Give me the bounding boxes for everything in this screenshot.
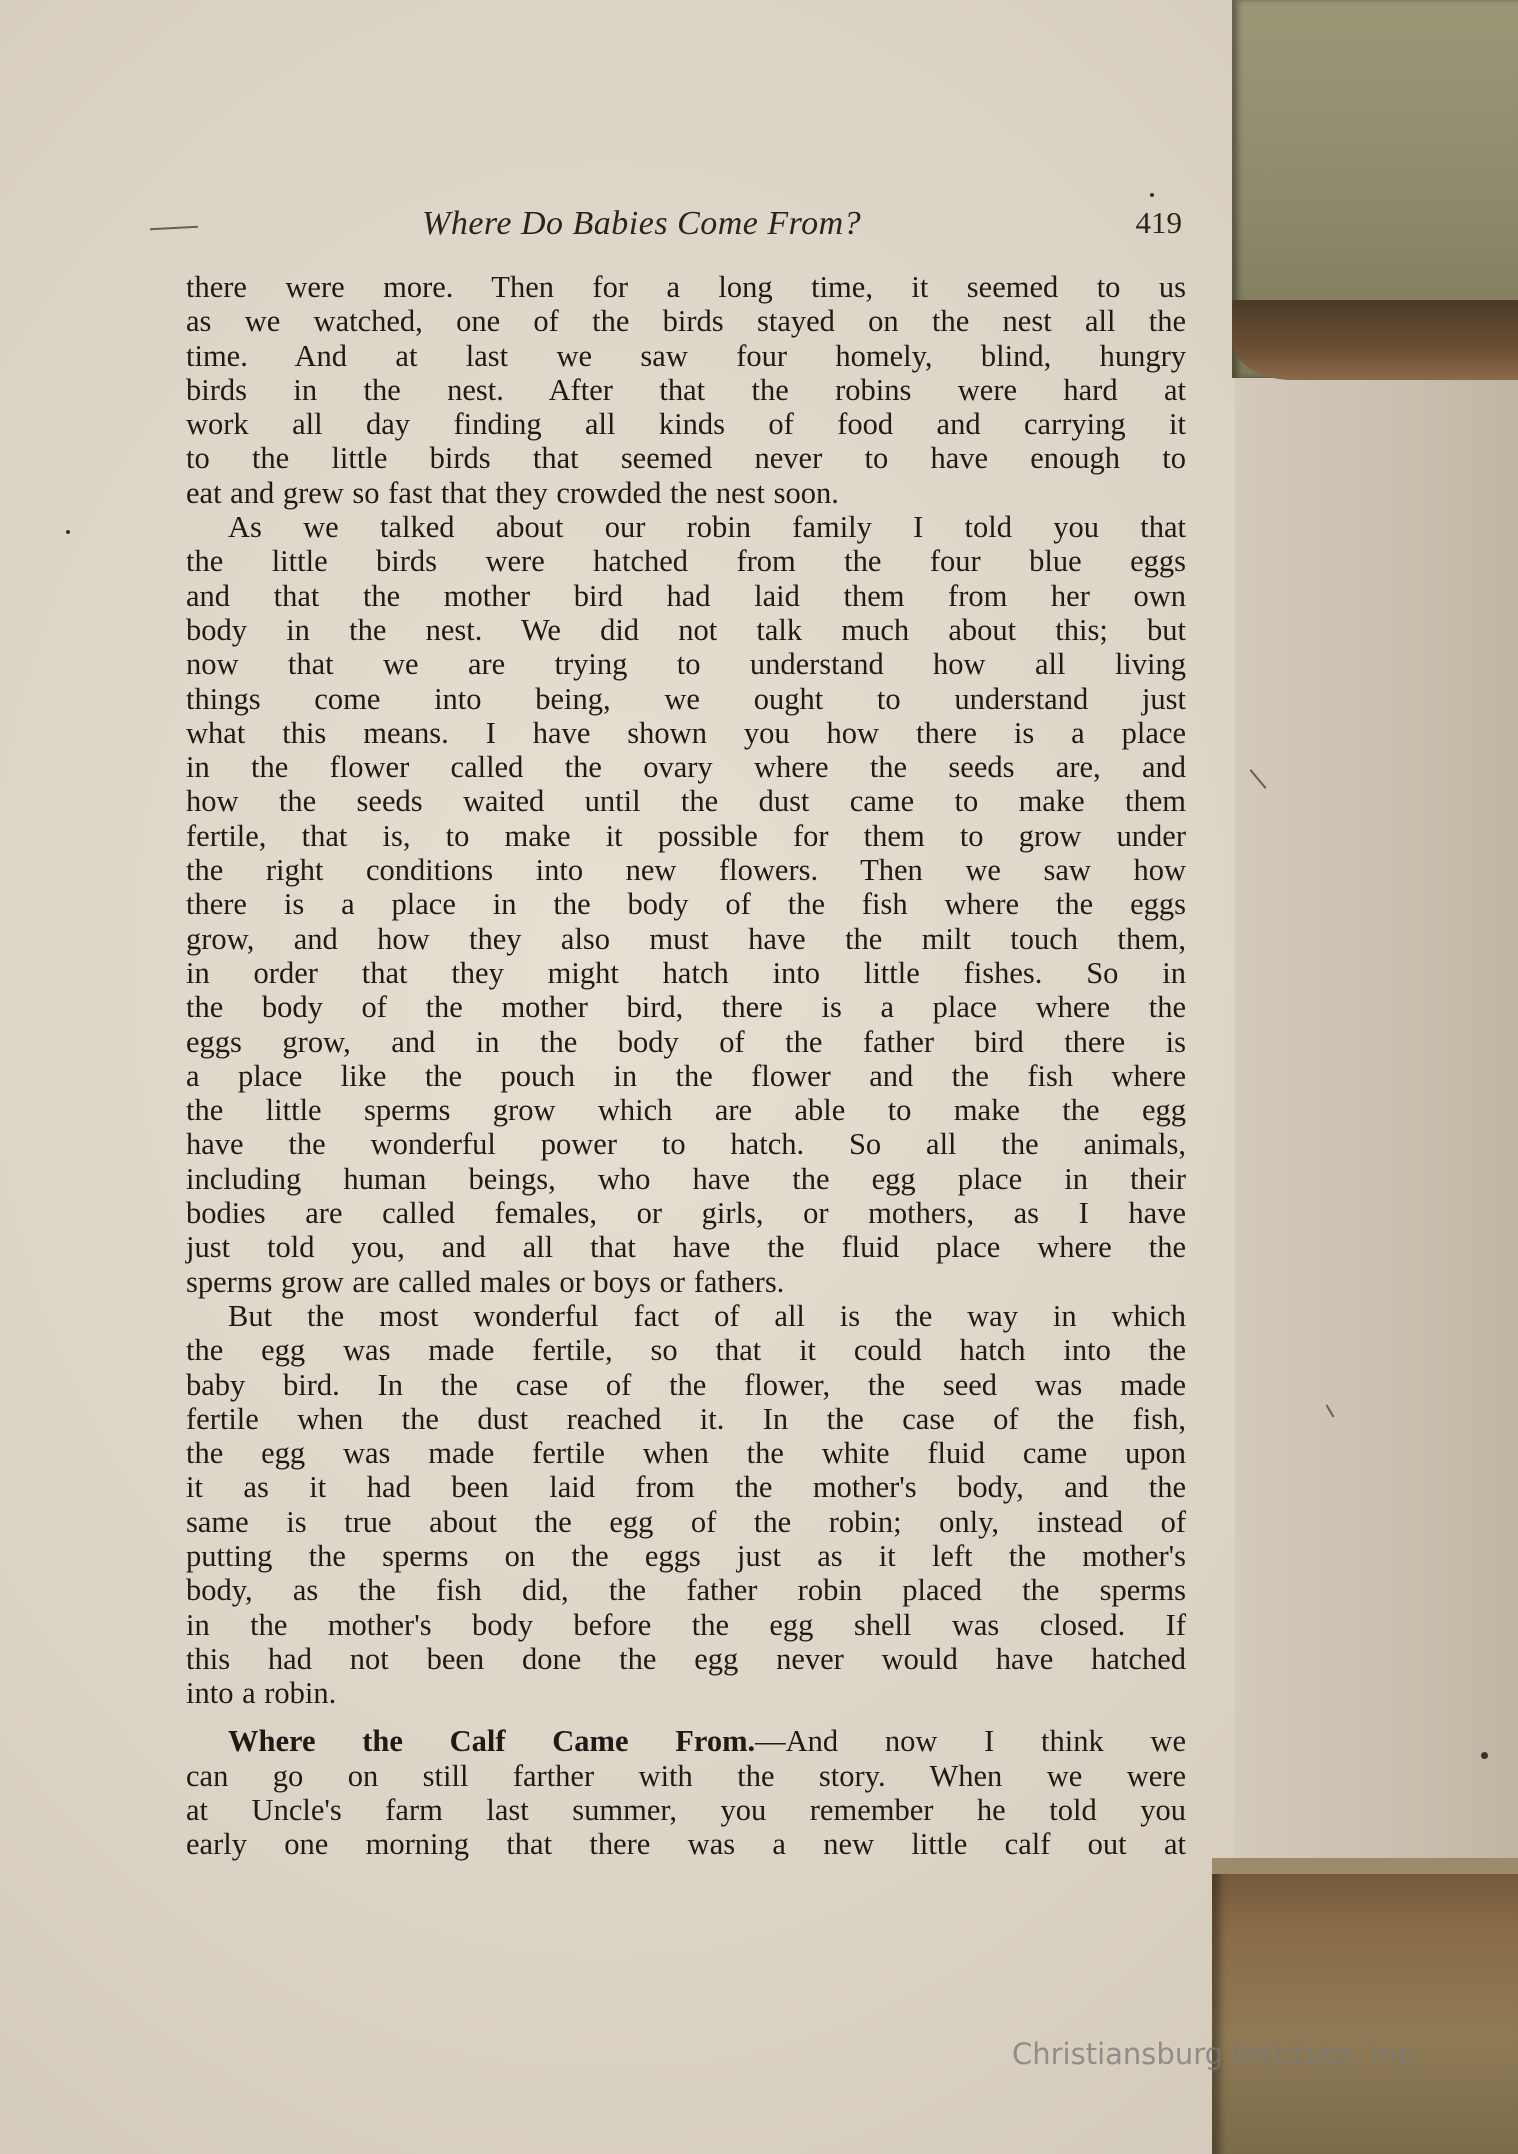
text-line: the right conditions into new flowers. Then we saw how xyxy=(186,853,1186,888)
bottom-right-tab-lip xyxy=(1212,1858,1518,1874)
top-right-tab-shadow xyxy=(1232,300,1518,380)
text-line: time. And at last we saw four homely, blind, hungry xyxy=(186,338,1186,373)
text-line: including human beings, who have the egg place in their xyxy=(186,1161,1186,1196)
text-line: birds in the nest. After that the robins were hard at xyxy=(186,372,1186,407)
text-line: at Uncle's farm last summer, you remember he told you xyxy=(186,1793,1186,1828)
text-line: things come into being, we ought to understand just xyxy=(186,681,1186,716)
text-line: in the flower called the ovary where the seeds are, and xyxy=(186,750,1186,785)
text-line: the egg was made fertile when the white fluid came upon xyxy=(186,1436,1186,1471)
running-head-title: Where Do Babies Come From? xyxy=(422,205,862,242)
text-line: But the most wonderful fact of all is the way in which xyxy=(228,1298,1186,1333)
text-line: in order that they might hatch into little fishes. So in xyxy=(186,955,1186,990)
section-first-line-text: —And now I think we xyxy=(755,1724,1186,1759)
ink-speck xyxy=(1150,193,1154,197)
text-line: eat and grew so fast that they crowded the nest soon. xyxy=(186,475,839,510)
text-line: body in the nest. We did not talk much about this; but xyxy=(186,612,1186,647)
text-line: baby bird. In the case of the flower, the seed was made xyxy=(186,1367,1186,1402)
text-line: the egg was made fertile, so that it could hatch into the xyxy=(186,1333,1186,1368)
running-head xyxy=(150,205,1190,249)
text-line: grow, and how they also must have the milt touch them, xyxy=(186,921,1186,956)
text-line: eggs grow, and in the body of the father bird there is xyxy=(186,1024,1186,1059)
bottom-right-tab xyxy=(1212,1858,1518,2154)
text-line: in the mother's body before the egg shell was closed. If xyxy=(186,1607,1186,1642)
section-gap xyxy=(186,1710,1186,1724)
text-line: work all day finding all kinds of food and carrying it xyxy=(186,407,1186,442)
text-line: what this means. I have shown you how there is a place xyxy=(186,715,1186,750)
text-line: fertile, that is, to make it possible for them to grow under xyxy=(186,818,1186,853)
text-line: there were more. Then for a long time, it seemed to us xyxy=(186,270,1186,304)
text-line: as we watched, one of the birds stayed on the nest all the xyxy=(186,304,1186,339)
section-first-line xyxy=(186,1724,1186,1758)
margin-dash xyxy=(150,226,198,231)
text-line: same is true about the egg of the robin; only, instead of xyxy=(186,1504,1186,1539)
text-line: into a robin. xyxy=(186,1676,337,1711)
text-line: how the seeds waited until the dust came to make them xyxy=(186,784,1186,819)
text-line: the little birds were hatched from the four blue eggs xyxy=(186,544,1186,579)
text-line: it as it had been laid from the mother's body, and the xyxy=(186,1470,1186,1505)
text-line: body, as the fish did, the father robin placed the sperms xyxy=(186,1573,1186,1608)
text-line: fertile when the dust reached it. In the case of the fish, xyxy=(186,1401,1186,1436)
body-text xyxy=(186,270,1186,1862)
text-line: bodies are called females, or girls, or mothers, as I have xyxy=(186,1196,1186,1231)
text-line: putting the sperms on the eggs just as it left the mother's xyxy=(186,1538,1186,1573)
text-line: this had not been done the egg never would have hatched xyxy=(186,1641,1186,1676)
text-line: have the wonderful power to hatch. So all the animals, xyxy=(186,1127,1186,1162)
text-line: early one morning that there was a new little calf out at xyxy=(186,1827,1186,1862)
watermark: Christiansburg Institute, Inc xyxy=(1012,2037,1414,2071)
text-line: a place like the pouch in the flower and the fish where xyxy=(186,1058,1186,1093)
text-line: the body of the mother bird, there is a place where the xyxy=(186,990,1186,1025)
text-line: there is a place in the body of the fish where the eggs xyxy=(186,887,1186,922)
text-line: As we talked about our robin family I told you that xyxy=(228,510,1186,545)
text-line: just told you, and all that have the fluid place where the xyxy=(186,1230,1186,1265)
page-number: 419 xyxy=(1135,205,1182,240)
section-heading: Where the Calf Came From. xyxy=(228,1724,756,1759)
text-line: can go on still farther with the story. When we were xyxy=(186,1758,1186,1793)
text-line: now that we are trying to understand how all living xyxy=(186,647,1186,682)
text-line: sperms grow are called males or boys or fathers. xyxy=(186,1264,785,1299)
text-line: to the little birds that seemed never to have enough to xyxy=(186,441,1186,476)
text-line: the little sperms grow which are able to make the egg xyxy=(186,1093,1186,1128)
text-line: and that the mother bird had laid them from her own xyxy=(186,578,1186,613)
ink-speck xyxy=(66,530,70,534)
ink-speck xyxy=(1481,1752,1488,1759)
